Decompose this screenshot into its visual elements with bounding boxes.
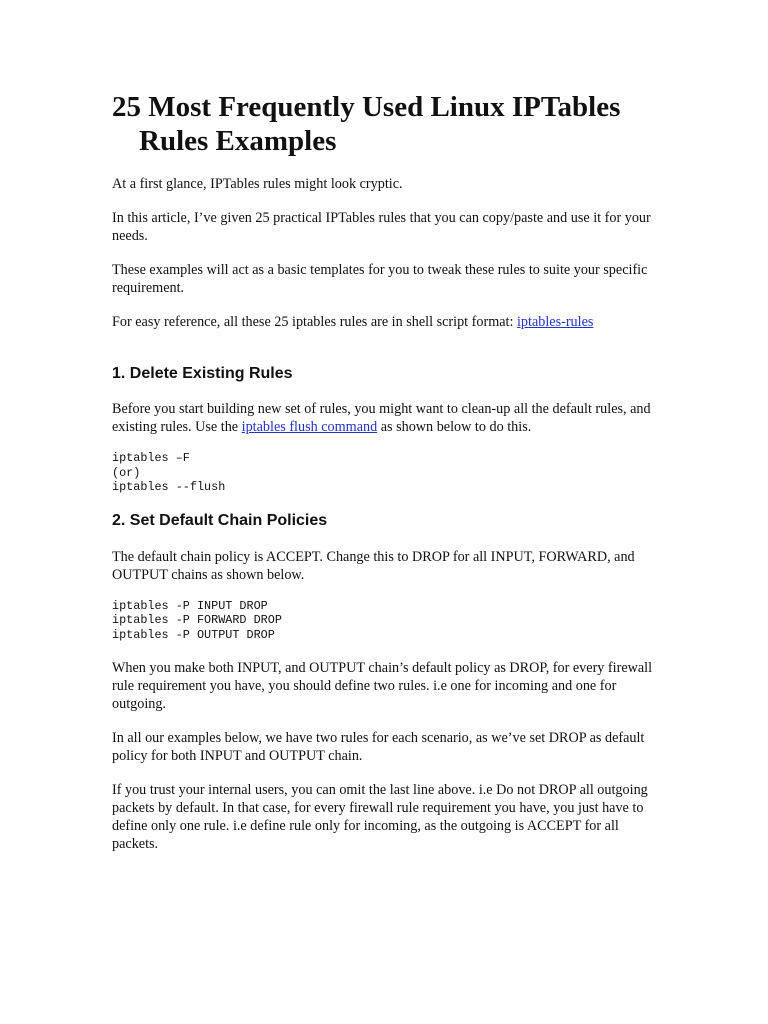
page-title: 25 Most Frequently Used Linux IPTables Rules Examples: [112, 91, 621, 157]
section-1-text-after-link: as shown below to do this.: [377, 419, 532, 435]
intro-paragraph-1: At a first glance, IPTables rules might look cryptic.: [112, 176, 403, 192]
section-2-paragraph-2: When you make both INPUT, and OUTPUT chain’s default policy as DROP, for every firewall rule requirement you have, you should define two rules. i.e one for incoming and one for outgoing.: [112, 659, 653, 712]
iptables-flush-command-link[interactable]: iptables flush command: [241, 419, 378, 435]
intro-paragraph-4-text: For easy reference, all these 25 iptables rules are in shell script format:: [112, 314, 517, 330]
section-2-paragraph-1: The default chain policy is ACCEPT. Change this to DROP for all INPUT, FORWARD, and OUTPUT chains as shown below.: [112, 548, 635, 583]
section-1-text-before-link: Before you start building new set of rules, you might want to clean-up all the default rules, and existing rules. Use the: [112, 401, 651, 435]
intro-paragraph-3: These examples will act as a basic templates for you to tweak these rules to suite your specific requirement.: [112, 262, 648, 296]
section-1-code-block: iptables –F (or) iptables --flush: [112, 451, 226, 495]
intro-paragraph-2: In this article, I’ve given 25 practical IPTables rules that you can copy/paste and use it for your needs.: [112, 210, 651, 244]
section-2-heading: 2. Set Default Chain Policies: [112, 511, 328, 529]
section-1-paragraph: [112, 400, 660, 436]
section-2-code-block: iptables -P INPUT DROP iptables -P FORWARD DROP iptables -P OUTPUT DROP: [112, 598, 282, 642]
section-1-heading: 1. Delete Existing Rules: [112, 365, 293, 382]
intro-paragraph-4: [112, 313, 660, 331]
section-2-paragraph-4: If you trust your internal users, you can omit the last line above. i.e Do not DROP all outgoing packets by default. In that case, for every firewall rule requirement you have, you just have to define only one rule. i.e define rule only for incoming, as the outgoing is ACCEPT for all packets.: [112, 781, 648, 852]
iptables-rules-link[interactable]: iptables-rules: [516, 314, 594, 330]
document-page: [112, 90, 660, 853]
section-2-paragraph-3: In all our examples below, we have two rules for each scenario, as we’ve set DROP as default policy for both INPUT and OUTPUT chain.: [112, 729, 645, 764]
